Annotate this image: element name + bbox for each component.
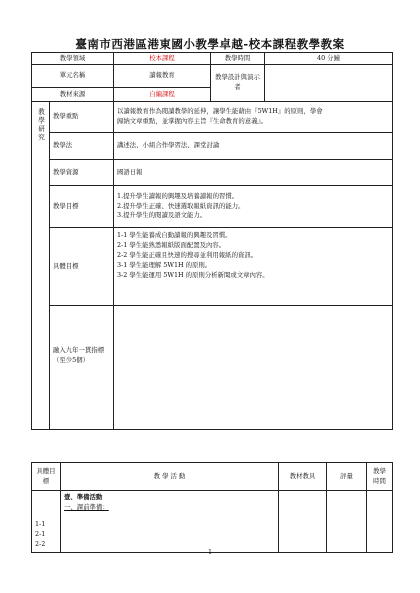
activity-table	[31, 462, 393, 553]
domain-label: 教學領域	[32, 53, 114, 65]
text-line: 1-1 學生能養成自動讀報的興趣及習慣。	[117, 231, 232, 239]
row-content	[114, 102, 393, 133]
row-label: 教學法	[50, 133, 114, 160]
row-label: 教學資源	[50, 160, 114, 186]
unit-value: 讀報教育	[114, 65, 211, 88]
designer-label: 教學設計與演示者	[211, 65, 265, 102]
activity-header: 教 學 活 動	[61, 463, 279, 491]
text-line: 1.提升學生讀報的興趣及培養讀報的習慣。	[117, 191, 239, 200]
objective-code: 2-2	[35, 540, 46, 549]
source-label: 教材來源	[32, 88, 114, 102]
text-line: 講述法、小組合作學習法、課堂討論	[117, 141, 220, 150]
objective-code: 1-1	[35, 520, 46, 529]
page-number: 1	[208, 549, 212, 556]
designer-value	[265, 65, 393, 102]
lesson-info-table	[31, 52, 393, 430]
row-content	[114, 306, 393, 430]
text-line: 國語日報	[117, 167, 143, 176]
unit-label: 單元名稱	[32, 65, 114, 88]
time-cell	[367, 491, 393, 553]
row-label: 具體目標	[50, 228, 114, 306]
materials-header: 教材教具	[279, 463, 327, 491]
row-label: 融入九年一貫指標（至少5個）	[50, 306, 114, 430]
text-line: 歸納文章重點，並掌握內容主旨『生命教育的意義』。	[117, 117, 268, 125]
text-line: 2-2 學生能正確且快速的搜尋並利用報紙的資訊。	[117, 250, 258, 259]
text-line: 3-2 學生能運用 5W1H 的原則分析新聞或文章內容。	[117, 270, 269, 279]
materials-cell	[279, 491, 327, 553]
row-content	[114, 186, 393, 228]
assessment-cell	[327, 491, 367, 553]
research-section-label: 教學研究	[36, 108, 45, 143]
time-header: 教學時間	[367, 463, 393, 491]
row-content	[114, 133, 393, 160]
text-line: 2-1 學生能熟悉報紙版面配置及內容。	[117, 240, 226, 249]
text-line: 3-1 學生能理解 5W1H 的原則。	[117, 260, 212, 269]
source-value: 自編課程	[114, 88, 211, 102]
text-line: 3.提升學生的閱讀及語文能力。	[117, 211, 207, 220]
page-title: 臺南市西港區港東國小教學卓越-校本課程教學教案	[75, 37, 345, 51]
objectives-cell	[32, 491, 61, 553]
domain-value: 校本課程	[114, 53, 211, 65]
row-content	[114, 160, 393, 186]
activity-line: 壹、準備活動	[64, 493, 103, 501]
time-value: 40 分鐘	[265, 53, 393, 65]
objective-code: 2-1	[35, 530, 46, 539]
text-line: 以讀報教育作為閱讀教學的延伸，讓學生能藉由『5W1H』的原則，學會	[117, 107, 323, 116]
research-section-cell	[32, 102, 50, 430]
assessment-header: 評量	[327, 463, 367, 491]
objective-header: 具體目標	[32, 463, 61, 491]
row-label: 教學目標	[50, 186, 114, 228]
activities-cell	[61, 491, 279, 553]
row-label: 教學重點	[50, 102, 114, 133]
text-line: 2.提升學生正確、快速選取報紙資訊的能力。	[117, 201, 245, 210]
time-label: 教學時間	[211, 53, 265, 65]
activity-line: 一、課前準備：	[64, 502, 109, 511]
row-content	[114, 228, 393, 306]
